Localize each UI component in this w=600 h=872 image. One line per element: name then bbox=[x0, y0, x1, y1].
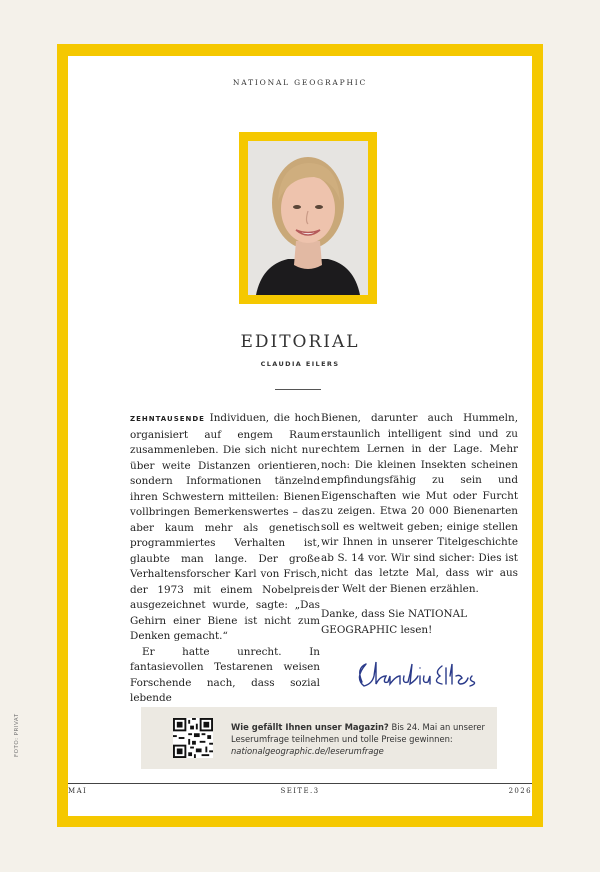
portrait-frame bbox=[239, 132, 377, 304]
paragraph-text: Individuen, die hoch organisiert auf engem Raum zusammenleben. Die sich nicht nur über weite Distanzen orientieren, sondern Informationen tänzelnd ihren Schwestern mitteilen: Bienen vollbringen Bemerkenswertes – das aber kaum mehr als genetisch programmiertes Verhalten ist, glaubte man lange. Der große Verhaltensforscher Karl von Frisch, der 1973 mit einem Nobelpreis ausgezeichnet wurde, sagte: „Das Gehirn einer Biene ist nicht zum Denken gemacht.“ bbox=[130, 412, 320, 642]
photo-credit: FOTO: PRIVAT bbox=[14, 713, 20, 757]
promo-body: Bis 24. Mai an unserer Leserumfrage teilnehmen und tolle Preise gewinnen: bbox=[231, 722, 485, 744]
footer-rule bbox=[68, 783, 532, 784]
title-divider bbox=[275, 389, 321, 390]
survey-promo-box[interactable] bbox=[141, 707, 497, 769]
portrait-illustration bbox=[248, 141, 368, 295]
promo-text bbox=[231, 721, 489, 757]
paragraph: Bienen, darunter auch Hummeln, erstaunlich intelligent sind und zu echtem Lernen in der Lage. Mehr noch: Die kleinen Insekten scheinen empfindungsfähig zu sein und Eigenschaften wie Mut oder Furcht zu zeigen. Etwa 20 000 Bienenarten soll es weltweit geben; einige stellen wir Ihnen in unserer Titelgeschichte ab S. 14 vor. Wir sind sicher: Dies ist nicht das letzte Mal, dass wir aus der Welt der Bienen erzählen. bbox=[321, 412, 518, 595]
portrait-photo bbox=[248, 141, 368, 295]
left-column bbox=[130, 411, 320, 707]
paragraph: Er hatte unrecht. In fantasievollen Testarenen weisen Forschende nach, dass sozial lebende bbox=[130, 645, 320, 704]
qr-code-icon[interactable] bbox=[173, 718, 213, 758]
masthead: NATIONAL GEOGRAPHIC bbox=[232, 78, 368, 87]
page-title: EDITORIAL bbox=[240, 332, 360, 352]
footer-month: MAI bbox=[68, 787, 88, 795]
footer-page-number: SEITE.3 bbox=[280, 787, 320, 795]
lead-word: ZEHNTAUSENDE bbox=[130, 415, 205, 423]
footer-year: 2026 bbox=[508, 787, 532, 795]
survey-link[interactable]: nationalgeographic.de/leserumfrage bbox=[231, 746, 384, 756]
right-column bbox=[321, 411, 518, 638]
promo-headline: Wie gefällt Ihnen unser Magazin? bbox=[231, 722, 389, 732]
paragraph: Danke, dass Sie NATIONAL GEOGRAPHIC lesen! bbox=[321, 608, 468, 636]
yellow-border-frame bbox=[57, 44, 543, 827]
author-name: CLAUDIA EILERS bbox=[260, 360, 340, 368]
page-content bbox=[68, 56, 532, 816]
paragraph bbox=[130, 411, 320, 645]
signature-image bbox=[348, 654, 498, 694]
